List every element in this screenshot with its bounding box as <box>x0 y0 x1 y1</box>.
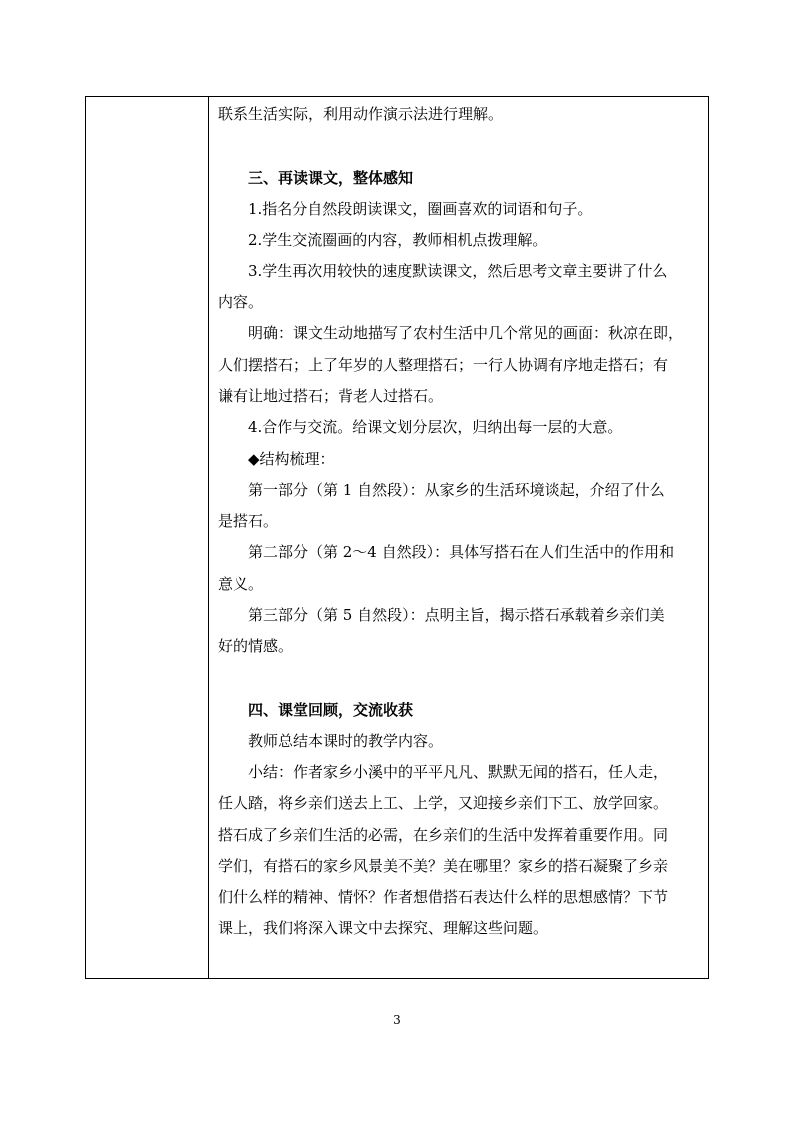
text-line: 第二部分（第 2～4 自然段）：具体写搭石在人们生活中的作用和 <box>248 543 675 561</box>
text-line: 小结：作者家乡小溪中的平平凡凡、默默无闻的搭石，任人走， <box>248 763 669 781</box>
text-line: 3.学生再次用较快的速度默读课文，然后思考文章主要讲了什么 <box>248 262 668 280</box>
text-line: 2.学生交流圈画的内容，教师相机点拨理解。 <box>248 231 548 249</box>
text-line: 任人踏，将乡亲们送去上工、上学，又迎接乡亲们下工、放学回家。 <box>218 794 669 812</box>
table-right-cell <box>209 97 708 978</box>
text-line: 4.合作与交流。给课文划分层次，归纳出每一层的大意。 <box>248 418 623 436</box>
text-line: 教师总结本课时的教学内容。 <box>248 732 444 750</box>
text-line: 意义。 <box>218 575 264 593</box>
text-line: 们什么样的精神、情怀？作者想借搭石表达什么样的思想感情？下节 <box>218 888 669 906</box>
section-heading: 四、课堂回顾，交流收获 <box>248 701 414 719</box>
page-number: 3 <box>393 1013 401 1027</box>
text-line: 第一部分（第 1 自然段）：从家乡的生活环境谈起，介绍了什么 <box>248 481 665 499</box>
text-line: 搭石成了乡亲们生活的必需，在乡亲们的生活中发挥着重要作用。同 <box>218 826 669 844</box>
lesson-table <box>85 96 709 979</box>
text-line: 联系生活实际，利用动作演示法进行理解。 <box>218 105 504 123</box>
section-heading: 三、再读课文，整体感知 <box>248 169 414 187</box>
text-line: 课上，我们将深入课文中去探究、理解这些问题。 <box>218 919 549 937</box>
text-line: 人们摆搭石；上了年岁的人整理搭石；一行人协调有序地走搭石；有 <box>218 356 669 374</box>
text-line: 第三部分（第 5 自然段）：点明主旨，揭示搭石承载着乡亲们美 <box>248 606 665 624</box>
text-line: 是搭石。 <box>218 512 279 530</box>
text-line: 谦有让地过搭石；背老人过搭石。 <box>218 387 444 405</box>
text-line: 明确：课文生动地描写了农村生活中几个常见的画面：秋凉在即， <box>248 324 684 342</box>
table-left-cell <box>86 97 208 978</box>
text-line: 好的情感。 <box>218 637 294 655</box>
text-line: 1.指名分自然段朗读课文，圈画喜欢的词语和句子。 <box>248 200 593 218</box>
text-line: 内容。 <box>218 293 264 311</box>
text-line: ◆结构梳理： <box>248 450 335 468</box>
text-line: 学们，有搭石的家乡风景美不美？美在哪里？家乡的搭石凝聚了乡亲 <box>218 857 669 875</box>
